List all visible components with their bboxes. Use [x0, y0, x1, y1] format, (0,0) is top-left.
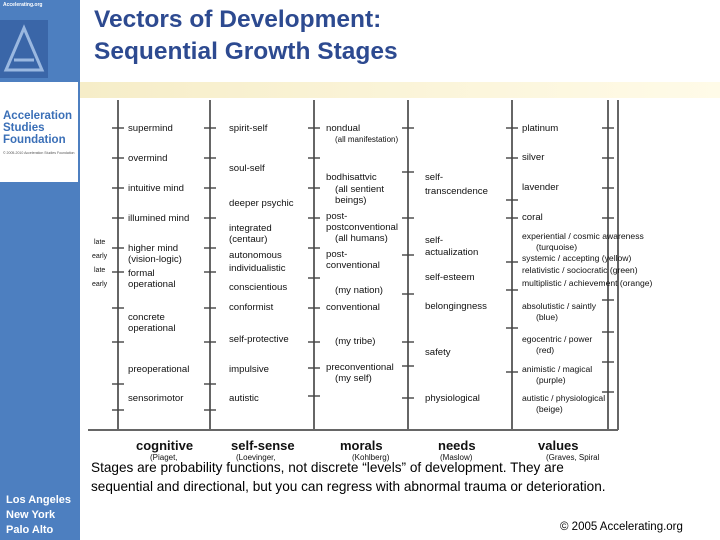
values-item: absolutistic / saintly	[522, 301, 597, 311]
needs-item: self-esteem	[425, 272, 475, 283]
values-item: egocentric / power	[522, 334, 593, 344]
side-label-early: early	[92, 253, 108, 260]
morals-item: (my nation)	[335, 285, 383, 296]
self-item: deeper psychic	[229, 198, 294, 209]
values-item: systemic / accepting (yellow)	[522, 253, 632, 263]
cog-item: supermind	[128, 123, 173, 134]
morals-item: (all humans)	[335, 233, 388, 244]
values-item: platinum	[522, 123, 559, 134]
cog-item: higher mind	[128, 243, 179, 254]
column-sub-label: (Piaget,	[150, 453, 178, 462]
morals-item: beings)	[335, 195, 367, 206]
morals-item: (all manifestation)	[335, 135, 399, 144]
stages-diagram	[88, 100, 653, 462]
self-item: soul-self	[229, 163, 265, 174]
header-morals: morals	[340, 438, 383, 453]
column-sub-label: (Maslow)	[440, 453, 473, 462]
values-item: multiplistic / achievement (orange)	[522, 278, 653, 288]
morals-item: conventional	[326, 260, 380, 271]
cog-item: preoperational	[128, 364, 190, 375]
self-item: (centaur)	[229, 234, 268, 245]
self-item: integrated	[229, 223, 272, 234]
side-label-early: early	[92, 281, 108, 288]
morals-item: conventional	[326, 302, 380, 313]
slide-title-line2: Sequential Growth Stages	[94, 38, 398, 65]
header-cognitive: cognitive	[136, 438, 194, 453]
city-palo-alto: Palo Alto	[6, 524, 54, 536]
cog-item: sensorimotor	[128, 393, 184, 404]
column-subheaders-text	[88, 448, 628, 458]
header-values: values	[538, 438, 579, 453]
header-needs: needs	[438, 438, 476, 453]
cog-item: operational	[128, 323, 176, 334]
self-item: autistic	[229, 393, 259, 404]
values-item: animistic / magical	[522, 364, 593, 374]
morals-item: post-	[326, 249, 348, 260]
slide-title	[94, 4, 398, 68]
column-needs	[425, 100, 518, 430]
header-self-sense: self-sense	[231, 438, 295, 453]
cog-item: intuitive mind	[128, 183, 184, 194]
self-item: self-protective	[229, 334, 289, 345]
slide-caption	[91, 458, 606, 496]
caption-line1: Stages are probability functions, not discrete “levels” of development. They are	[91, 460, 564, 475]
self-item: spirit-self	[229, 123, 268, 134]
column-cognitive	[92, 100, 216, 430]
city-new-york: New York	[6, 509, 56, 521]
needs-item: actualization	[425, 247, 479, 258]
column-sub-label: (Loevinger,	[236, 453, 276, 462]
self-item: conscientious	[229, 282, 288, 293]
cities-list	[6, 493, 71, 538]
self-item: individualistic	[229, 263, 286, 274]
column-sub-label: (Graves, Spiral	[546, 453, 600, 462]
morals-item: (my self)	[335, 373, 372, 384]
morals-item: (my tribe)	[335, 336, 376, 347]
column-sub-label: (Kohlberg)	[352, 453, 390, 462]
cog-item: operational	[128, 279, 176, 290]
sidebar-url: Accelerating.org	[3, 2, 43, 8]
org-name-line1: Acceleration	[3, 110, 73, 122]
needs-item: self-	[425, 172, 444, 183]
slide-title-line1: Vectors of Development:	[94, 6, 382, 33]
cog-item: formal	[128, 268, 155, 279]
values-item: relativistic / sociocratic (green)	[522, 265, 638, 275]
values-item: (blue)	[536, 312, 558, 322]
values-item: (beige)	[536, 404, 563, 414]
foundation-logo-icon	[0, 20, 48, 78]
self-item: autonomous	[229, 250, 282, 261]
morals-item: nondual	[326, 123, 361, 134]
needs-item: self-	[425, 235, 444, 246]
morals-item: preconventional	[326, 362, 394, 373]
org-name-line2: Studies	[3, 122, 45, 134]
needs-item: transcendence	[425, 186, 488, 197]
morals-item: post-	[326, 211, 348, 222]
caption-line2: sequential and directional, but you can regress with abnormal trauma or deterioration.	[91, 479, 606, 494]
slide-copyright: © 2005 Accelerating.org	[560, 521, 683, 533]
header-bar	[80, 82, 720, 98]
self-item: impulsive	[229, 364, 269, 375]
values-item: experiential / cosmic awareness	[522, 231, 644, 241]
org-name-line3: Foundation	[3, 134, 66, 146]
values-item: (turquoise)	[536, 242, 578, 252]
values-item: coral	[522, 212, 543, 223]
column-values	[522, 100, 653, 430]
morals-item: (all sentient	[335, 184, 385, 195]
side-label-late: late	[94, 267, 106, 274]
cog-item: (vision-logic)	[128, 254, 182, 265]
city-los-angeles: Los Angeles	[6, 494, 71, 506]
morals-item: bodhisattvic	[326, 172, 377, 183]
cog-item: illumined mind	[128, 213, 190, 224]
values-item: autistic / physiological	[522, 393, 606, 403]
values-item: lavender	[522, 182, 559, 193]
org-name	[3, 110, 72, 146]
needs-item: belongingness	[425, 301, 487, 312]
self-item: conformist	[229, 302, 274, 313]
column-morals	[326, 100, 414, 430]
values-item: silver	[522, 152, 545, 163]
needs-item: physiological	[425, 393, 480, 404]
cog-item: overmind	[128, 153, 168, 164]
side-label-late: late	[94, 239, 106, 246]
cog-item: concrete	[128, 312, 165, 323]
sidebar-copyright: © 2005-2010 Acceleration Studies Foundation	[3, 151, 75, 155]
needs-item: safety	[425, 347, 451, 358]
values-item: (purple)	[536, 375, 566, 385]
values-item: (red)	[536, 345, 555, 355]
morals-item: postconventional	[326, 222, 399, 233]
column-self-sense	[229, 100, 320, 430]
